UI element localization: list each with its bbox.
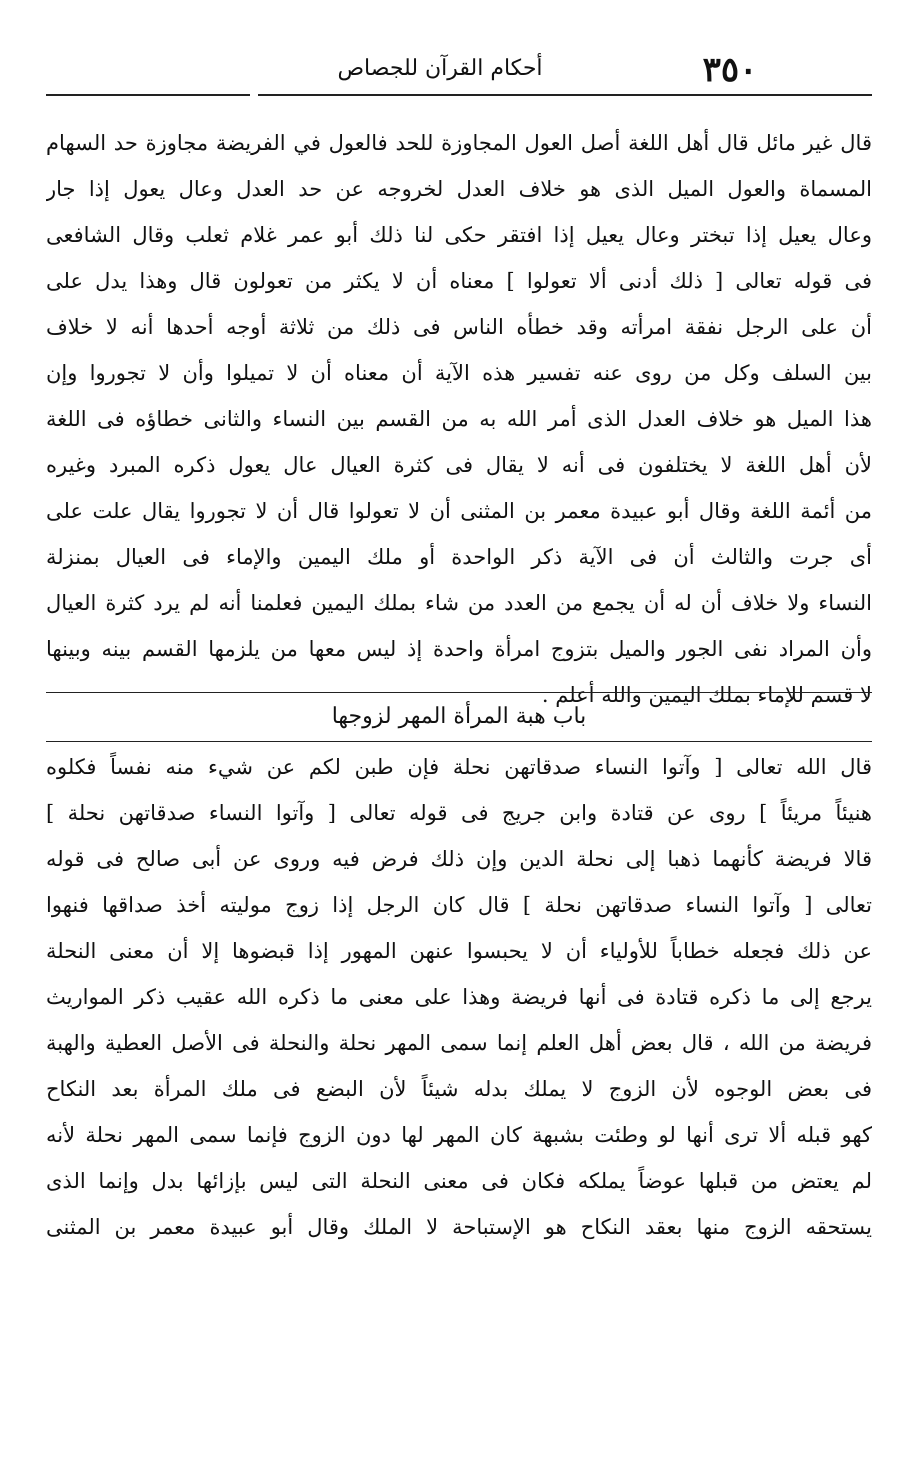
text-line: النساء ولا خلاف أن له أن يجمع من العدد من شاء بملك اليمين فعلمنا أنه لم يرد كثرة العيال [46,591,872,615]
text-line: قالا فريضة كأنهما ذهبا إلى نحلة الدين وإن ذلك فرض فيه وروى عن أبى صالح فى قوله [46,847,872,871]
text-line: وعال يعيل إذا تبختر وعال يعيل إذا افتقر حكى لنا ذلك أبو عمر غلام ثعلب وقال الشافعى [46,223,872,247]
text-line: المسماة والعول الميل الذى هو خلاف العدل لخروجه عن حد العدل وعال يعول إذا جار [46,177,872,201]
paragraph-section-1 [46,120,872,718]
text-line: أن على الرجل نفقة امرأته وقد خطأه الناس فى ذلك من ثلاثة أوجه أحدها أنه لا خلاف [46,315,872,339]
text-line: لأن أهل اللغة لا يختلفون فى أنه لا يقال فى كثرة العيال عال يعول ذكره المبرد وغيره [46,453,872,477]
text-line: كهو قبله ألا ترى أنها لو وطئت بشبهة كان المهر لها دون الزوج فإنما سمى المهر نحلة لأنه [46,1123,872,1147]
page-number: ٣٥٠ [702,50,758,90]
header-rule [46,94,250,96]
text-line: وأن المراد نفى الجور والميل بتزوج امرأة واحدة إذ ليس معها من يلزمها القسم بينه وبينها [46,637,872,661]
text-line: بين السلف وكل من روى عنه تفسير هذه الآية أن معناه أن لا تميلوا وأن لا تجوروا وإن [46,361,872,385]
text-line: فى قوله تعالى [ ذلك أدنى ألا تعولوا ] معناه أن لا يكثر من تعولون قال وهذا يدل على [46,269,872,293]
text-line: قال غير مائل قال أهل اللغة أصل العول المجاوزة للحد فالعول في الفريضة مجاوزة حد السهام [46,131,872,155]
section-heading: باب هبة المرأة المهر لزوجها [331,704,587,729]
text-line: لا قسم للإماء بملك اليمين والله أعلم . [541,683,872,707]
header-rule [258,94,872,96]
text-line: لم يعتض من قبلها عوضاً يملكه فكان فى معنى النحلة التى ليس بإزائها بدل وإنما الذى [46,1169,872,1193]
text-line: فريضة من الله ، قال بعض أهل العلم إنما سمى المهر نحلة والنحلة فى الأصل العطية والهبة [46,1031,872,1055]
running-title: أحكام القرآن للجصاص [337,56,543,81]
text-line: يرجع إلى ما ذكره قتادة فى أنها فريضة وهذا على معنى ما ذكره الله عقيب ذكر المواريث [46,985,872,1009]
text-line: عن ذلك فجعله خطاباً للأولياء أن لا يحبسوا عنهن المهور إذا قبضوها إلا أن معنى النحلة [46,939,872,963]
text-line: يستحقه الزوج منها بعقد النكاح هو الإستباحة لا الملك وقال أبو عبيدة معمر بن المثنى [46,1215,872,1239]
text-line: أى جرت والثالث أن فى الآية ذكر الواحدة أو ملك اليمين والإماء فى العيال بمنزلة [46,545,872,569]
paragraph-section-2 [46,744,872,1250]
section-rule [46,692,872,693]
text-line: هنيئاً مريئاً ] روى عن قتادة وابن جريج فى قوله تعالى [ وآتوا النساء صدقاتهن نحلة ] [46,801,872,825]
text-line: من أئمة اللغة وقال أبو عبيدة معمر بن المثنى أن لا تعولوا قال أن لا تجوروا يقال علت على [46,499,872,523]
text-line: هذا الميل هو خلاف العدل الذى أمر الله به من القسم بين النساء والثانى خطاؤه فى اللغة [46,407,872,431]
text-line: تعالى [ وآتوا النساء صدقاتهن نحلة ] قال كان الرجل إذا زوج موليته أخذ صداقها فنهوا [46,893,872,917]
section-rule [46,741,872,742]
text-line: قال الله تعالى [ وآتوا النساء صدقاتهن نحلة فإن طبن لكم عن شيء منه نفساً فكلوه [46,755,872,779]
text-line: فى بعض الوجوه لأن الزوج لا يملك بدله شيئاً لأن البضع فى ملك المرأة بعد النكاح [46,1077,872,1101]
